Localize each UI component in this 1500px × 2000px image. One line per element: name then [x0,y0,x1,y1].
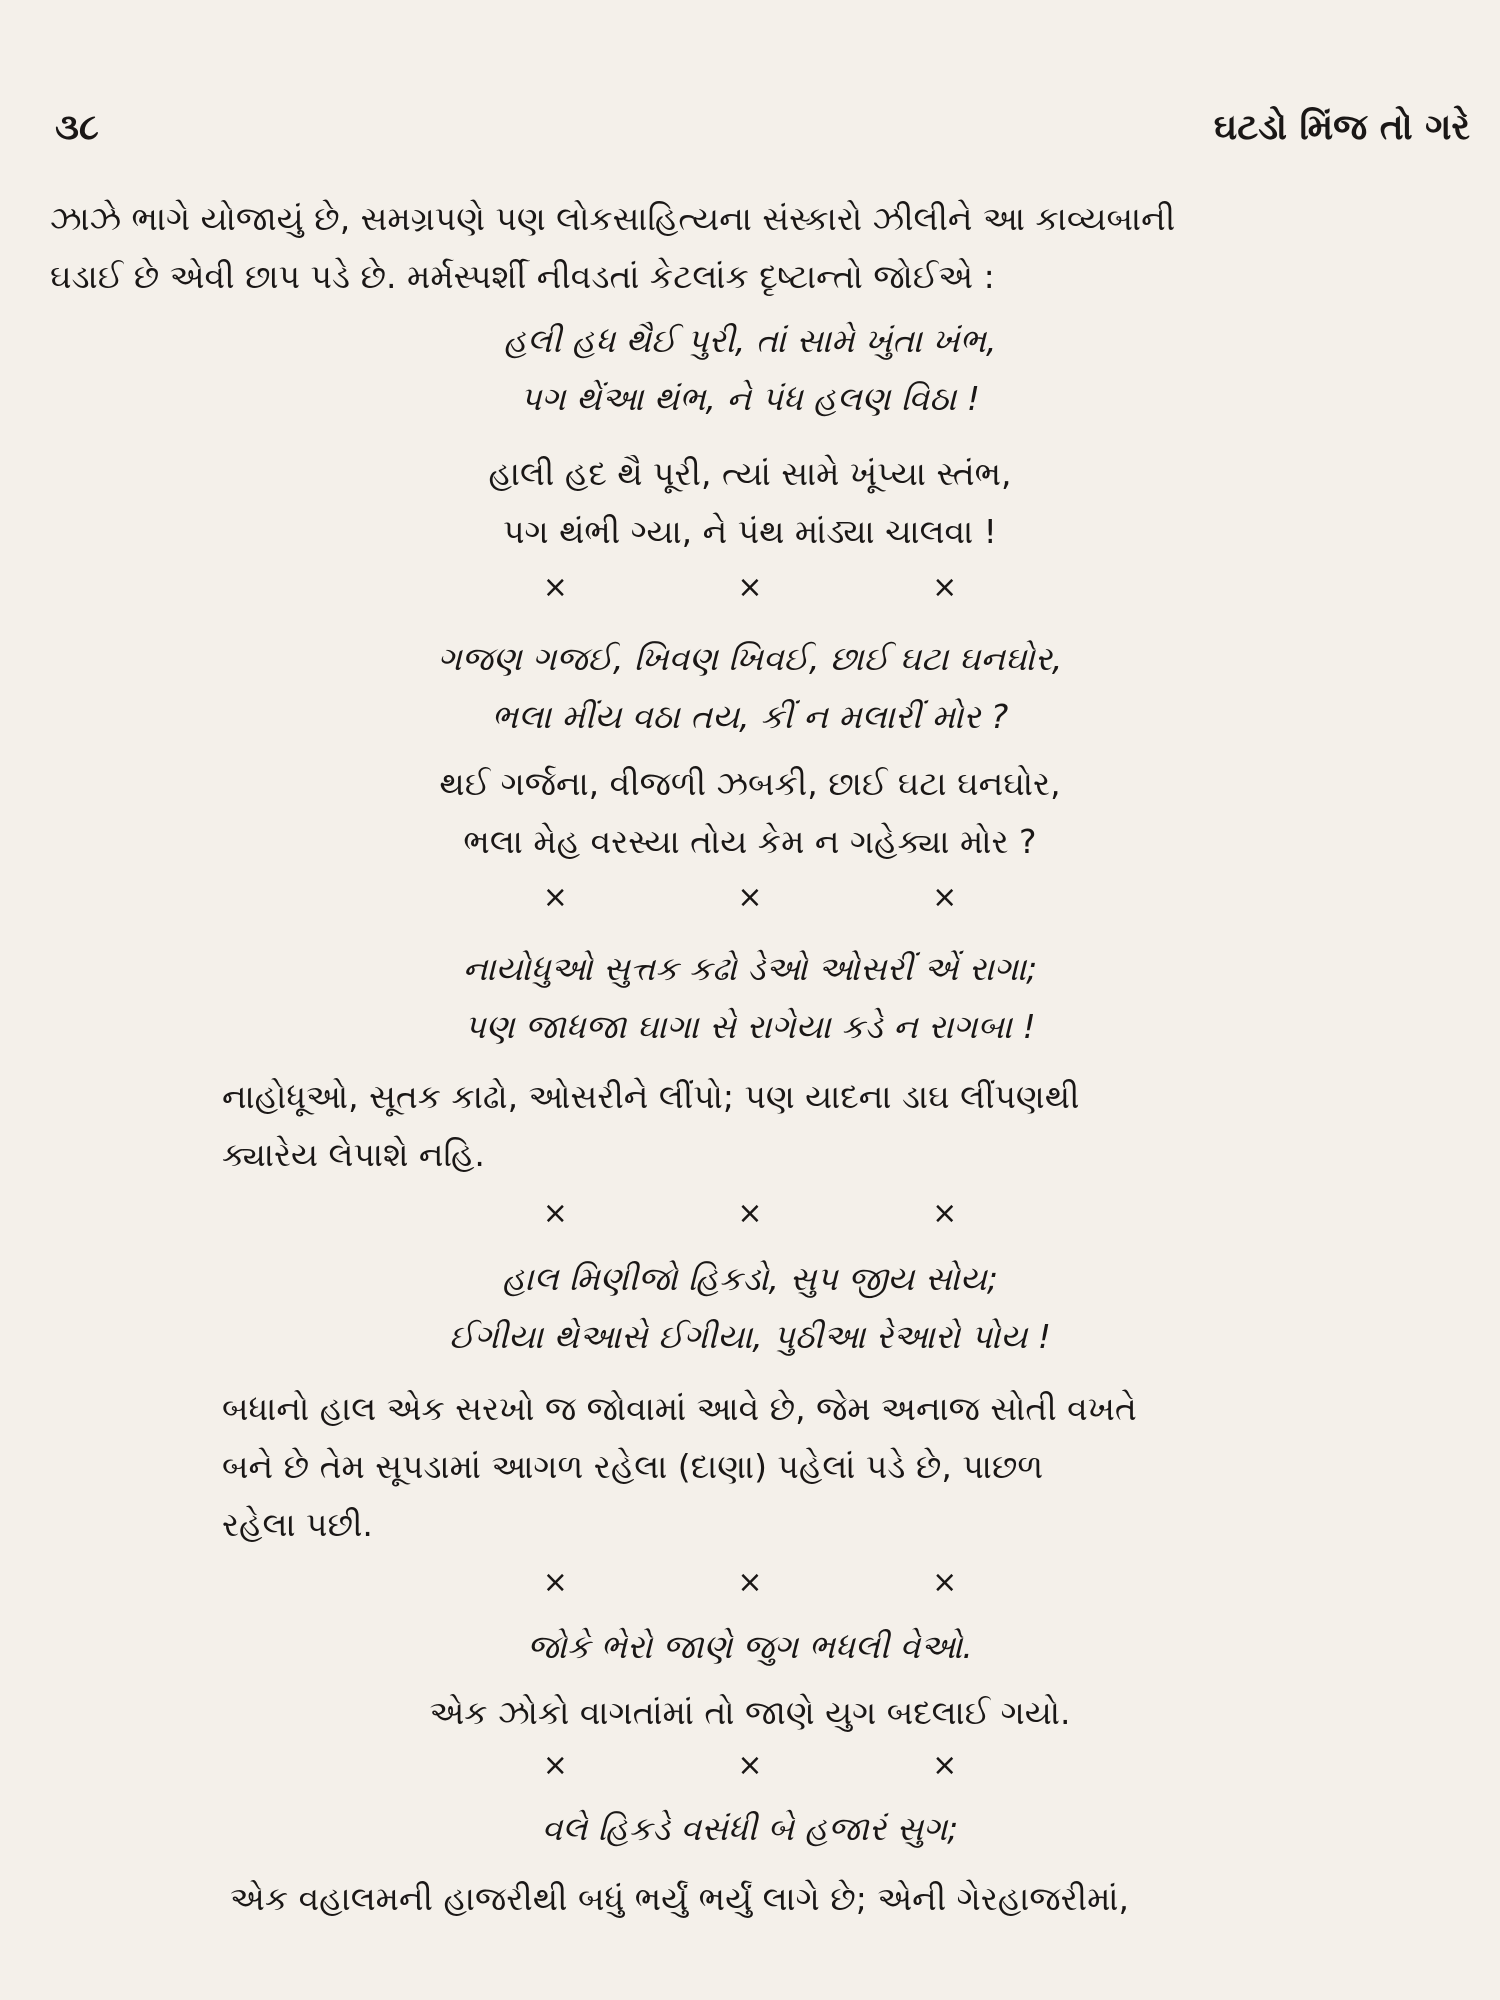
verse-gloss-line: ક્યારેય લેપાશે નહિ. [222,1135,485,1174]
verse-original-line: નાયોધુઓ સુત્તક કઢો ડેઓ ઓસરીં એં રાગા; [462,949,1038,988]
verse-original-line: ગજણ ગજઈ, ખિવણ ખિવઈ, છાઈ ઘટા ઘનઘોર, [437,639,1063,678]
verse-gloss-line: રહેલા પછી. [222,1505,373,1544]
section-separator: × × × [542,1196,1038,1231]
intro-line-2: ઘડાઈ છે એવી છાપ પડે છે. મર્મસ્પર્શી નીવડતાં કેટલાંક દૃષ્ટાન્તો જોઈએ : [50,257,995,296]
verse-gloss-line: એક વહાલમની હાજરીથી બધું ભર્યું ભર્યું લાગે છે; એની ગેરહાજરીમાં, [230,1879,1129,1918]
verse-original-line: વલે હિકડે વસંધી બે હજારં સુગ; [541,1809,959,1848]
verse-gloss-line: એક ઝોકો વાગતાંમાં તો જાણે યુગ બદલાઈ ગયો. [429,1693,1071,1732]
verse-original-line: પગ થેંઆ થંભ, ને પંધ હલણ વિઠા ! [520,379,980,418]
section-separator: × × × [542,880,1038,915]
intro-line-1: ઝાઝે ભાગે યોજાયું છે, સમગ્રપણે પણ લોકસાહિત્યના સંસ્કારો ઝીલીને આ કાવ્યબાની [50,199,1176,238]
page-number: ૩૮ [55,107,99,148]
verse-original-line: ઈગીયા થેઆસે ઈગીયા, પુઠીઆ રેઆરો પોય ! [449,1317,1051,1356]
section-separator: × × × [542,570,1038,605]
verse-gloss-line: બધાનો હાલ એક સરખો જ જોવામાં આવે છે, જેમ અનાજ સોતી વખતે [222,1389,1137,1428]
section-separator: × × × [542,1565,1038,1600]
verse-original-line: હલી હધ થૈઈ પુરી, તાં સામે ખુંતા ખંભ, [503,321,997,360]
verse-gloss-line: હાલી હદ થૈ પૂરી, ત્યાં સામે ખૂંપ્યા સ્તંભ, [488,454,1012,493]
verse-original-line: પણ જાધજા ઘાગા સે રાગેયા કડે ન રાગબા ! [464,1007,1036,1046]
verse-gloss-line: ભલા મેહ વરસ્યા તોય કેમ ન ગહેક્યા મોર ? [463,822,1037,861]
page-header [55,98,1470,158]
verse-original-line: હાલ મિણીજો હિકડો, સુપ જીય સોય; [502,1259,998,1298]
verse-original-line: ભલા મીંય વઠા તય, કીં ન મલારીં મોર ? [491,697,1009,736]
section-separator: × × × [542,1748,1038,1783]
verse-gloss-line: બને છે તેમ સૂપડામાં આગળ રહેલા (દાણા) પહેલાં પડે છે, પાછળ [222,1447,1044,1486]
running-title: ઘટડો મિંજ તો ગરે [1213,107,1470,148]
verse-gloss-line: નાહોધૂઓ, સૂતક કાઢો, ઓસરીને લીંપો; પણ યાદના ડાઘ લીંપણથી [222,1077,1080,1116]
verse-gloss-line: પગ થંભી ગ્યા, ને પંથ માંડ્યા ચાલવા ! [503,512,997,551]
verse-original-line: જોકે ભેરો જાણે જુગ ભધલી વેઓ. [527,1627,973,1666]
verse-gloss-line: થઈ ગર્જના, વીજળી ઝબકી, છાઈ ઘટા ઘનઘોર, [439,764,1061,803]
